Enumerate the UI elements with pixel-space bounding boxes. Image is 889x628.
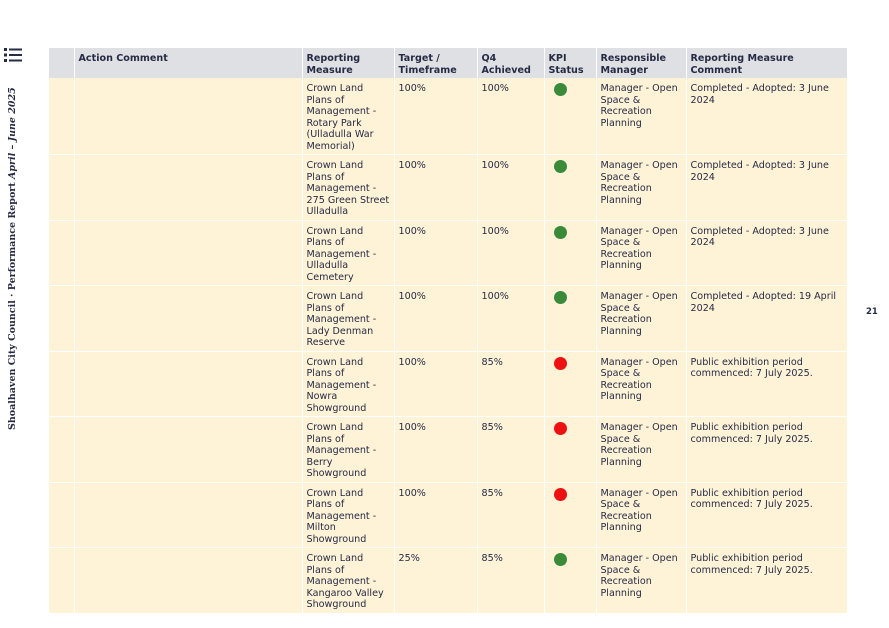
- kpi-status-green-icon: [554, 83, 567, 96]
- responsible-manager-cell: Manager - Open Space & Recreation Planning: [596, 482, 686, 548]
- action-comment-cell: [74, 286, 302, 352]
- kpi-status-cell: [544, 220, 596, 286]
- kpi-status-green-icon: [554, 160, 567, 173]
- header-target: Target / Timeframe: [394, 48, 477, 78]
- target-cell: 100%: [394, 78, 477, 155]
- q4-achieved-cell: 85%: [477, 351, 544, 417]
- kpi-status-cell: [544, 548, 596, 614]
- responsible-manager-cell: Manager - Open Space & Recreation Planning: [596, 155, 686, 221]
- kpi-status-red-icon: [554, 488, 567, 501]
- measure-comment-cell: Completed - Adopted: 3 June 2024: [686, 155, 847, 221]
- measure-comment-cell: Public exhibition period commenced: 7 July 2025.: [686, 417, 847, 483]
- responsible-manager-cell: Manager - Open Space & Recreation Planning: [596, 351, 686, 417]
- target-cell: 100%: [394, 286, 477, 352]
- kpi-status-cell: [544, 78, 596, 155]
- table-row: [49, 482, 847, 548]
- action-comment-cell: [74, 351, 302, 417]
- reporting-measure-cell: Crown Land Plans of Management - Lady Denman Reserve: [302, 286, 394, 352]
- kpi-status-green-icon: [554, 291, 567, 304]
- row-spacer: [49, 482, 74, 548]
- kpi-status-cell: [544, 482, 596, 548]
- target-cell: 100%: [394, 482, 477, 548]
- q4-achieved-cell: 100%: [477, 286, 544, 352]
- kpi-status-red-icon: [554, 357, 567, 370]
- kpi-status-green-icon: [554, 226, 567, 239]
- q4-achieved-cell: 85%: [477, 548, 544, 614]
- q4-achieved-cell: 100%: [477, 78, 544, 155]
- page-number: 21: [866, 307, 878, 317]
- row-spacer: [49, 548, 74, 614]
- table-row: [49, 286, 847, 352]
- measure-comment-cell: Public exhibition period commenced: 7 July 2025.: [686, 548, 847, 614]
- reporting-measure-cell: Crown Land Plans of Management - Milton Showground: [302, 482, 394, 548]
- header-action-comment: Action Comment: [74, 48, 302, 78]
- responsible-manager-cell: Manager - Open Space & Recreation Planning: [596, 286, 686, 352]
- measure-comment-cell: Public exhibition period commenced: 7 July 2025.: [686, 482, 847, 548]
- reporting-measure-cell: Crown Land Plans of Management - Nowra Showground: [302, 351, 394, 417]
- table-body: [49, 78, 847, 613]
- header-spacer: [49, 48, 74, 78]
- action-comment-cell: [74, 220, 302, 286]
- reporting-measure-cell: Crown Land Plans of Management - Berry Showground: [302, 417, 394, 483]
- menu-list-icon[interactable]: [4, 47, 22, 63]
- header-reporting-measure: Reporting Measure: [302, 48, 394, 78]
- table-row: [49, 351, 847, 417]
- table-row: [49, 78, 847, 155]
- reporting-measure-cell: Crown Land Plans of Management - Ulladulla Cemetery: [302, 220, 394, 286]
- table-row: [49, 417, 847, 483]
- reporting-measure-cell: Crown Land Plans of Management - Rotary Park (Ulladulla War Memorial): [302, 78, 394, 155]
- row-spacer: [49, 155, 74, 221]
- header-responsible-manager: Responsible Manager: [596, 48, 686, 78]
- row-spacer: [49, 351, 74, 417]
- performance-table: [49, 48, 847, 614]
- reporting-measure-cell: Crown Land Plans of Management - 275 Green Street Ulladulla: [302, 155, 394, 221]
- header-q4-achieved: Q4 Achieved: [477, 48, 544, 78]
- action-comment-cell: [74, 548, 302, 614]
- row-spacer: [49, 286, 74, 352]
- table-row: [49, 548, 847, 614]
- row-spacer: [49, 78, 74, 155]
- kpi-status-green-icon: [554, 553, 567, 566]
- responsible-manager-cell: Manager - Open Space & Recreation Planning: [596, 548, 686, 614]
- q4-achieved-cell: 85%: [477, 482, 544, 548]
- table-row: [49, 155, 847, 221]
- header-kpi-status: KPI Status: [544, 48, 596, 78]
- kpi-status-cell: [544, 286, 596, 352]
- kpi-status-cell: [544, 155, 596, 221]
- action-comment-cell: [74, 482, 302, 548]
- table-row: [49, 220, 847, 286]
- action-comment-cell: [74, 417, 302, 483]
- target-cell: 100%: [394, 155, 477, 221]
- kpi-status-cell: [544, 417, 596, 483]
- measure-comment-cell: Completed - Adopted: 19 April 2024: [686, 286, 847, 352]
- q4-achieved-cell: 85%: [477, 417, 544, 483]
- target-cell: 25%: [394, 548, 477, 614]
- reporting-measure-cell: Crown Land Plans of Management - Kangaroo Valley Showground: [302, 548, 394, 614]
- responsible-manager-cell: Manager - Open Space & Recreation Planning: [596, 417, 686, 483]
- row-spacer: [49, 417, 74, 483]
- target-cell: 100%: [394, 351, 477, 417]
- q4-achieved-cell: 100%: [477, 155, 544, 221]
- action-comment-cell: [74, 78, 302, 155]
- report-name: Performance Report: [7, 182, 18, 291]
- measure-comment-cell: Completed - Adopted: 3 June 2024: [686, 78, 847, 155]
- responsible-manager-cell: Manager - Open Space & Recreation Planning: [596, 78, 686, 155]
- header-measure-comment: Reporting Measure Comment: [686, 48, 847, 78]
- report-period: April – June 2025: [7, 87, 18, 179]
- title-separator: ·: [7, 290, 18, 301]
- kpi-status-cell: [544, 351, 596, 417]
- q4-achieved-cell: 100%: [477, 220, 544, 286]
- measure-comment-cell: Public exhibition period commenced: 7 July 2025.: [686, 351, 847, 417]
- kpi-status-red-icon: [554, 422, 567, 435]
- measure-comment-cell: Completed - Adopted: 3 June 2024: [686, 220, 847, 286]
- document-running-title: [7, 87, 18, 430]
- row-spacer: [49, 220, 74, 286]
- org-name: Shoalhaven City Council: [7, 300, 18, 430]
- table-header-row: [49, 48, 847, 78]
- responsible-manager-cell: Manager - Open Space & Recreation Planning: [596, 220, 686, 286]
- action-comment-cell: [74, 155, 302, 221]
- target-cell: 100%: [394, 417, 477, 483]
- target-cell: 100%: [394, 220, 477, 286]
